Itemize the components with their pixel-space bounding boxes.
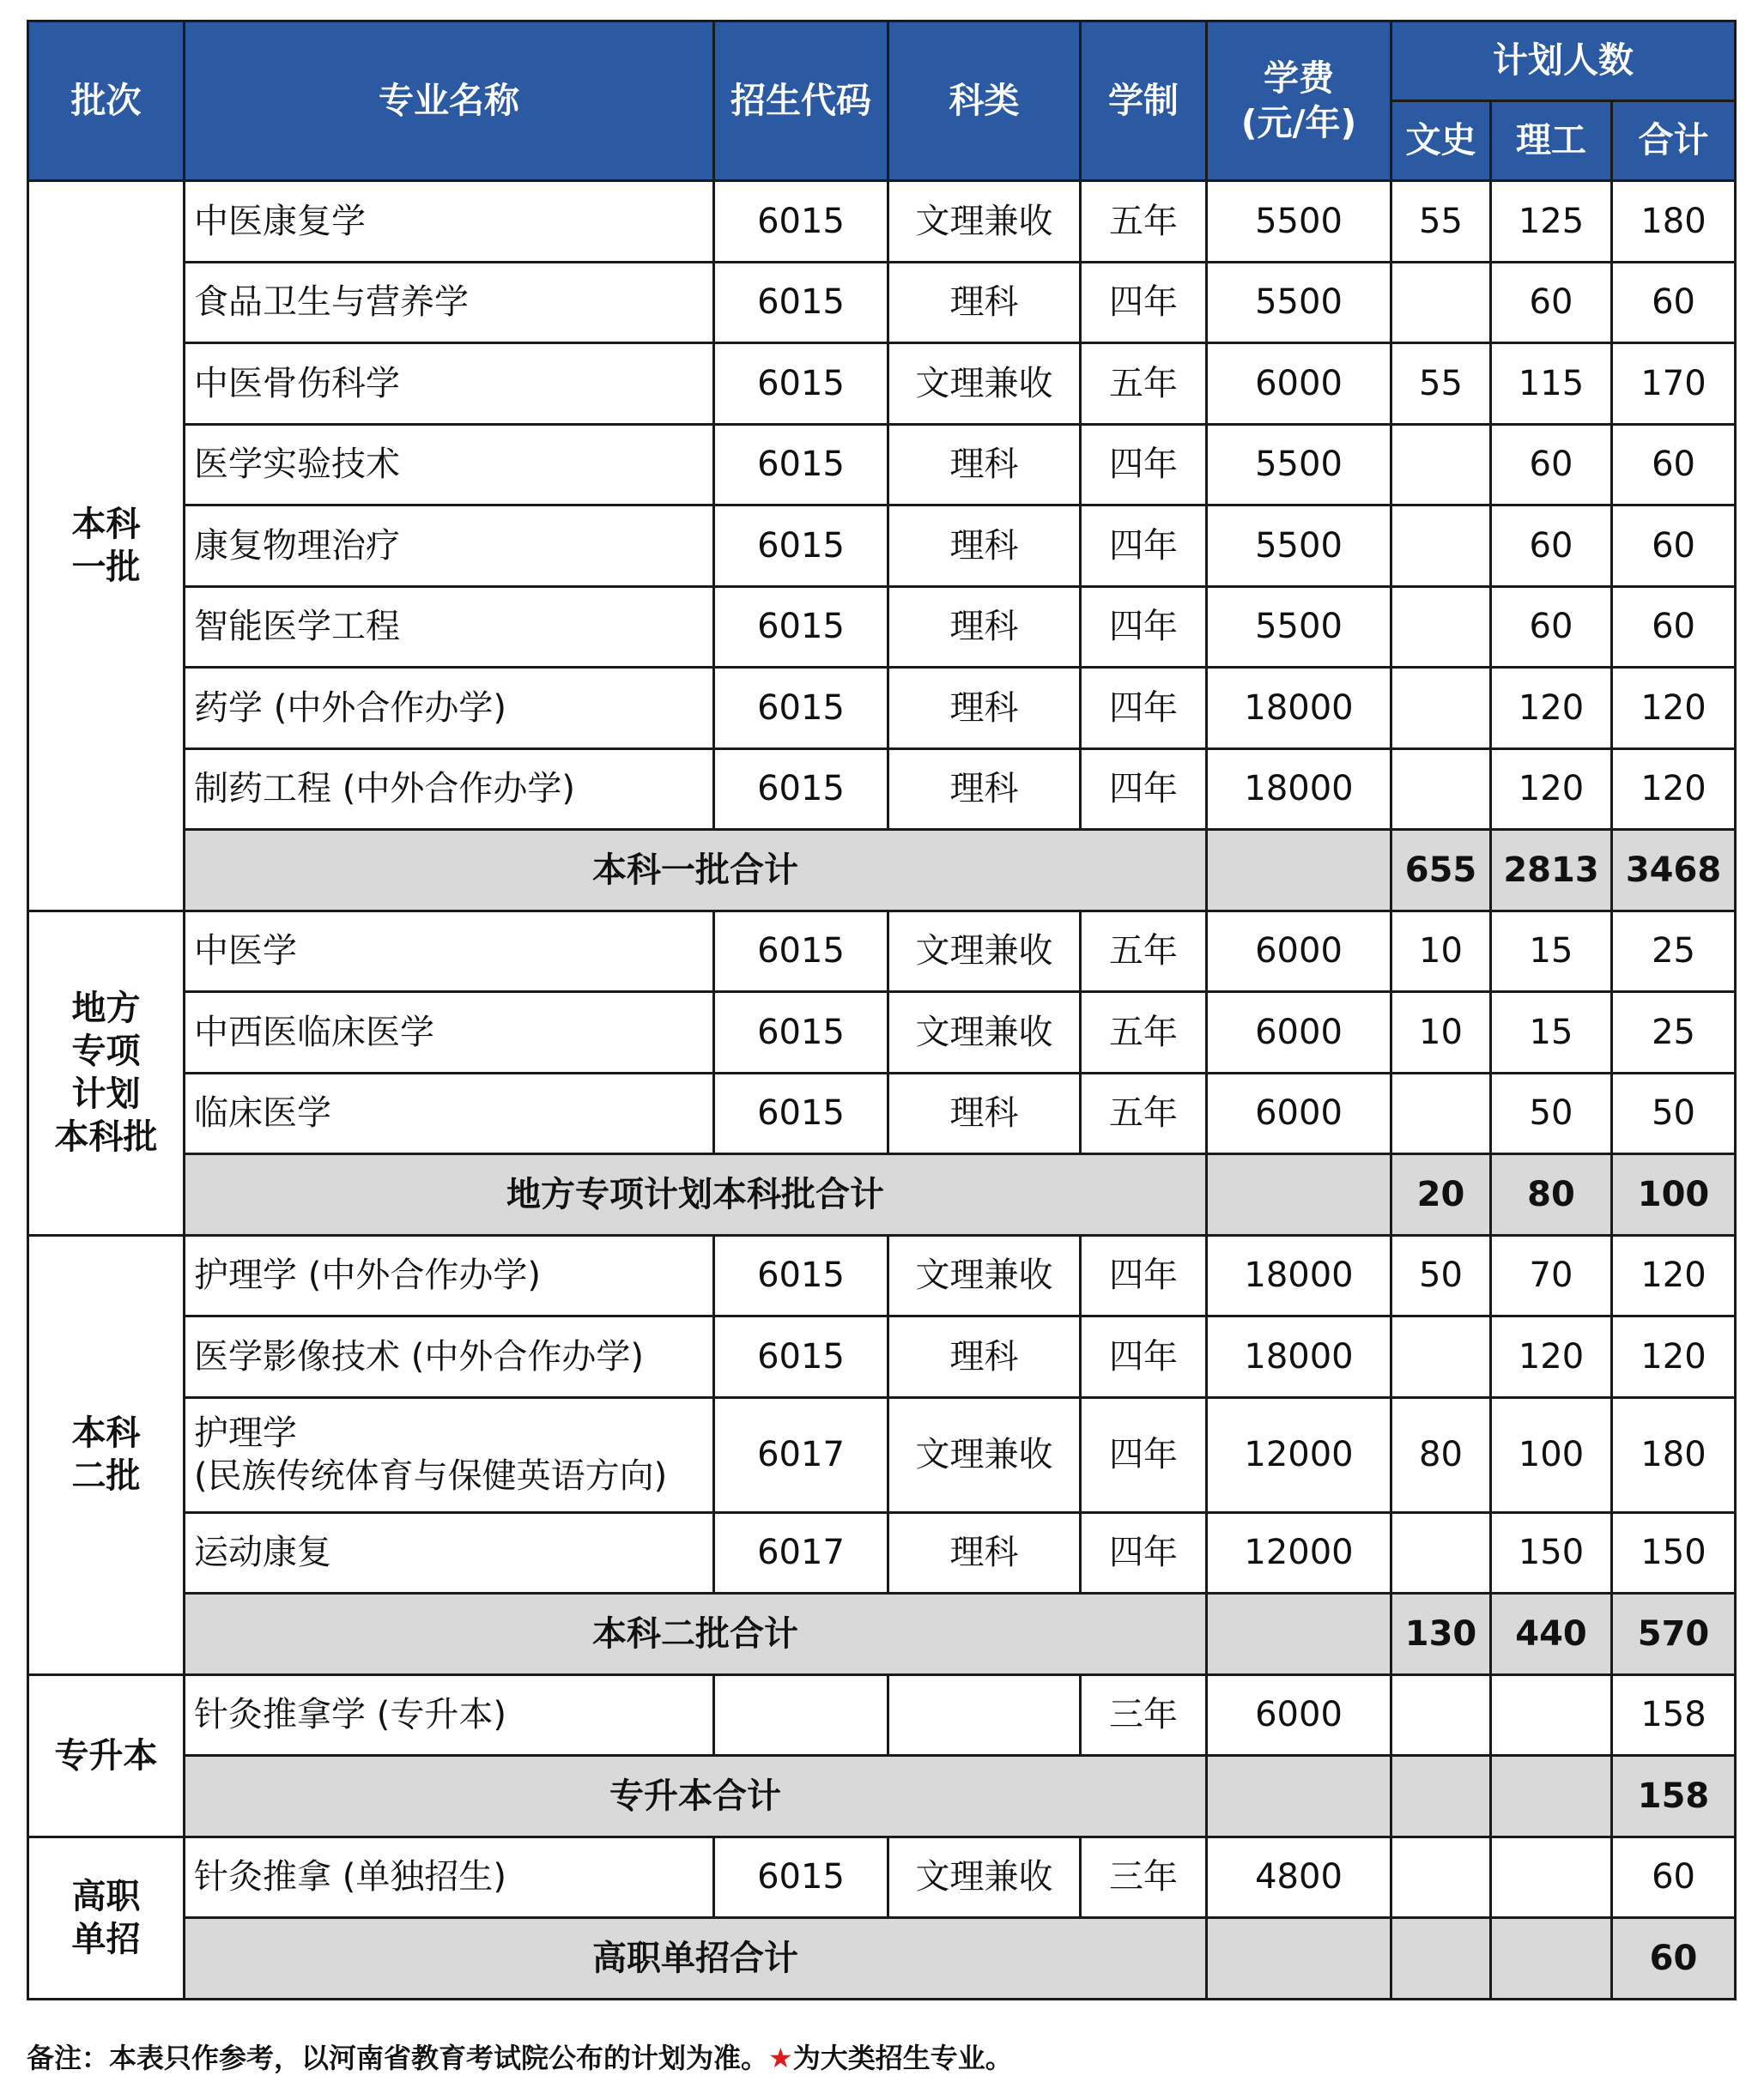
cell-fee: 5500 [1207, 505, 1391, 587]
cell-total: 60 [1612, 424, 1736, 505]
cell-years: 四年 [1081, 586, 1207, 668]
cell-sci: 115 [1491, 343, 1612, 425]
cell-total: 120 [1612, 1316, 1736, 1398]
subtotal-label: 高职单招合计 [185, 1918, 1207, 2000]
header-fee [1207, 21, 1391, 181]
cell-sci [1491, 1674, 1612, 1756]
header-total: 合计 [1612, 101, 1736, 181]
cell-years: 四年 [1081, 505, 1207, 587]
cell-subject: 理科 [888, 505, 1081, 587]
major-name: 医学实验技术 [185, 424, 714, 505]
cell-arts [1391, 668, 1491, 749]
cell-sci: 120 [1491, 748, 1612, 830]
batch-label: 本科 二批 [28, 1235, 185, 1674]
subtotal-fee-empty [1207, 1154, 1391, 1236]
cell-sci: 125 [1491, 181, 1612, 263]
major-name: 康复物理治疗 [185, 505, 714, 587]
cell-subject: 理科 [888, 424, 1081, 505]
batch-label: 地方 专项 计划 本科批 [28, 911, 185, 1235]
cell-fee: 5500 [1207, 262, 1391, 343]
cell-years: 三年 [1081, 1837, 1207, 1918]
cell-total: 180 [1612, 1397, 1736, 1512]
cell-subject: 理科 [888, 1512, 1081, 1594]
cell-arts: 55 [1391, 181, 1491, 263]
cell-years: 五年 [1081, 1073, 1207, 1154]
cell-subject: 文理兼收 [888, 181, 1081, 263]
table-row [28, 668, 1736, 749]
table-row [28, 1316, 1736, 1398]
cell-fee: 6000 [1207, 343, 1391, 425]
batch-label: 专升本 [28, 1674, 185, 1837]
cell-total: 120 [1612, 668, 1736, 749]
cell-years: 四年 [1081, 668, 1207, 749]
cell-subject: 理科 [888, 748, 1081, 830]
batch-label: 本科 一批 [28, 181, 185, 911]
cell-subject: 文理兼收 [888, 1397, 1081, 1512]
table-row [28, 1397, 1736, 1512]
cell-fee: 18000 [1207, 668, 1391, 749]
enrollment-plan-table [27, 20, 1737, 2000]
cell-code: 6015 [714, 1316, 888, 1398]
cell-subject: 文理兼收 [888, 1235, 1081, 1316]
major-name: 针灸推拿 (单独招生) [185, 1837, 714, 1918]
table-row [28, 262, 1736, 343]
cell-arts [1391, 424, 1491, 505]
subtotal-fee-empty [1207, 830, 1391, 911]
cell-arts [1391, 1674, 1491, 1756]
subtotal-fee-empty [1207, 1594, 1391, 1675]
cell-sci: 50 [1491, 1073, 1612, 1154]
cell-fee: 5500 [1207, 181, 1391, 263]
footnote [27, 2036, 1013, 2076]
table-row [28, 748, 1736, 830]
subtotal-arts: 20 [1391, 1154, 1491, 1236]
cell-years: 四年 [1081, 1235, 1207, 1316]
subtotal-total: 158 [1612, 1756, 1736, 1837]
subtotal-row [28, 1594, 1736, 1675]
header-batch: 批次 [28, 21, 185, 181]
cell-subject: 理科 [888, 1073, 1081, 1154]
cell-total: 60 [1612, 505, 1736, 587]
subtotal-fee-empty [1207, 1756, 1391, 1837]
cell-fee: 18000 [1207, 748, 1391, 830]
table-row [28, 1512, 1736, 1594]
cell-years: 四年 [1081, 748, 1207, 830]
table-row [28, 505, 1736, 587]
subtotal-row [28, 1756, 1736, 1837]
header-plan: 计划人数 [1391, 21, 1736, 101]
cell-arts [1391, 1073, 1491, 1154]
cell-years: 五年 [1081, 911, 1207, 992]
cell-total: 120 [1612, 748, 1736, 830]
footnote-text: 备注：本表只作参考，以河南省教育考试院公布的计划为准。 [27, 2042, 769, 2074]
header-major: 专业名称 [185, 21, 714, 181]
subtotal-arts [1391, 1918, 1491, 2000]
cell-sci: 60 [1491, 586, 1612, 668]
cell-code: 6015 [714, 748, 888, 830]
cell-years: 四年 [1081, 262, 1207, 343]
subtotal-label: 本科二批合计 [185, 1594, 1207, 1675]
batch-label: 高职 单招 [28, 1837, 185, 1999]
cell-subject: 理科 [888, 262, 1081, 343]
cell-arts: 10 [1391, 992, 1491, 1074]
subtotal-sci: 2813 [1491, 830, 1612, 911]
subtotal-row [28, 1918, 1736, 2000]
cell-fee: 12000 [1207, 1397, 1391, 1512]
table-body [28, 181, 1736, 2000]
cell-fee: 6000 [1207, 992, 1391, 1074]
cell-arts [1391, 586, 1491, 668]
cell-years: 四年 [1081, 424, 1207, 505]
major-name: 食品卫生与营养学 [185, 262, 714, 343]
header-fee-line2: (元/年) [1240, 101, 1357, 143]
cell-fee: 5500 [1207, 424, 1391, 505]
cell-code: 6015 [714, 1073, 888, 1154]
cell-fee: 4800 [1207, 1837, 1391, 1918]
table-row [28, 424, 1736, 505]
cell-code: 6015 [714, 343, 888, 425]
cell-code: 6015 [714, 1837, 888, 1918]
cell-total: 50 [1612, 1073, 1736, 1154]
table-row [28, 181, 1736, 263]
subtotal-fee-empty [1207, 1918, 1391, 2000]
cell-total: 25 [1612, 992, 1736, 1074]
subtotal-total: 3468 [1612, 830, 1736, 911]
major-name: 护理学 (中外合作办学) [185, 1235, 714, 1316]
footnote-text-end: 为大类招生专业。 [792, 2042, 1013, 2074]
cell-code: 6015 [714, 424, 888, 505]
cell-sci [1491, 1837, 1612, 1918]
cell-sci: 150 [1491, 1512, 1612, 1594]
cell-fee: 18000 [1207, 1316, 1391, 1398]
subtotal-label: 本科一批合计 [185, 830, 1207, 911]
major-name: 智能医学工程 [185, 586, 714, 668]
cell-arts: 80 [1391, 1397, 1491, 1512]
header-fee-line1: 学费 [1264, 57, 1334, 100]
subtotal-row [28, 830, 1736, 911]
cell-fee: 6000 [1207, 1674, 1391, 1756]
cell-code [714, 1674, 888, 1756]
header-years: 学制 [1081, 21, 1207, 181]
cell-total: 158 [1612, 1674, 1736, 1756]
major-name: 运动康复 [185, 1512, 714, 1594]
cell-subject: 文理兼收 [888, 911, 1081, 992]
cell-arts: 55 [1391, 343, 1491, 425]
cell-code: 6017 [714, 1397, 888, 1512]
subtotal-label: 地方专项计划本科批合计 [185, 1154, 1207, 1236]
cell-years: 五年 [1081, 181, 1207, 263]
cell-code: 6015 [714, 586, 888, 668]
cell-total: 170 [1612, 343, 1736, 425]
cell-years: 五年 [1081, 343, 1207, 425]
cell-code: 6015 [714, 262, 888, 343]
table-row [28, 1674, 1736, 1756]
cell-sci: 15 [1491, 911, 1612, 992]
table-header [28, 21, 1736, 181]
cell-years: 五年 [1081, 992, 1207, 1074]
cell-total: 60 [1612, 262, 1736, 343]
major-name: 中医学 [185, 911, 714, 992]
major-name: 药学 (中外合作办学) [185, 668, 714, 749]
cell-code: 6015 [714, 668, 888, 749]
cell-fee: 6000 [1207, 1073, 1391, 1154]
cell-arts [1391, 1316, 1491, 1398]
cell-years: 四年 [1081, 1397, 1207, 1512]
cell-arts: 10 [1391, 911, 1491, 992]
subtotal-label: 专升本合计 [185, 1756, 1207, 1837]
major-name: 护理学 (民族传统体育与保健英语方向) [185, 1397, 714, 1512]
cell-total: 120 [1612, 1235, 1736, 1316]
subtotal-row [28, 1154, 1736, 1236]
cell-fee: 6000 [1207, 911, 1391, 992]
major-name: 针灸推拿学 (专升本) [185, 1674, 714, 1756]
cell-sci: 120 [1491, 1316, 1612, 1398]
major-name: 中医康复学 [185, 181, 714, 263]
subtotal-arts [1391, 1756, 1491, 1837]
cell-total: 25 [1612, 911, 1736, 992]
header-code: 招生代码 [714, 21, 888, 181]
cell-subject [888, 1674, 1081, 1756]
cell-subject: 文理兼收 [888, 992, 1081, 1074]
subtotal-total: 60 [1612, 1918, 1736, 2000]
cell-years: 四年 [1081, 1316, 1207, 1398]
cell-total: 180 [1612, 181, 1736, 263]
cell-arts [1391, 262, 1491, 343]
table-row [28, 1837, 1736, 1918]
cell-arts [1391, 1837, 1491, 1918]
cell-subject: 理科 [888, 586, 1081, 668]
table-row [28, 1073, 1736, 1154]
subtotal-sci: 440 [1491, 1594, 1612, 1675]
cell-arts [1391, 1512, 1491, 1594]
cell-code: 6015 [714, 992, 888, 1074]
major-name: 中医骨伤科学 [185, 343, 714, 425]
cell-arts: 50 [1391, 1235, 1491, 1316]
cell-code: 6017 [714, 1512, 888, 1594]
table-row [28, 1235, 1736, 1316]
cell-sci: 15 [1491, 992, 1612, 1074]
subtotal-sci [1491, 1918, 1612, 2000]
cell-fee: 5500 [1207, 586, 1391, 668]
header-arts: 文史 [1391, 101, 1491, 181]
cell-arts [1391, 748, 1491, 830]
header-subject: 科类 [888, 21, 1081, 181]
cell-fee: 12000 [1207, 1512, 1391, 1594]
cell-arts [1391, 505, 1491, 587]
major-name: 制药工程 (中外合作办学) [185, 748, 714, 830]
cell-sci: 60 [1491, 262, 1612, 343]
cell-total: 150 [1612, 1512, 1736, 1594]
cell-total: 60 [1612, 1837, 1736, 1918]
cell-years: 四年 [1081, 1512, 1207, 1594]
subtotal-arts: 130 [1391, 1594, 1491, 1675]
cell-total: 60 [1612, 586, 1736, 668]
cell-fee: 18000 [1207, 1235, 1391, 1316]
major-name: 医学影像技术 (中外合作办学) [185, 1316, 714, 1398]
cell-code: 6015 [714, 911, 888, 992]
header-sci: 理工 [1491, 101, 1612, 181]
major-name: 临床医学 [185, 1073, 714, 1154]
major-name: 中西医临床医学 [185, 992, 714, 1074]
cell-code: 6015 [714, 181, 888, 263]
star-icon: ★ [768, 2042, 793, 2074]
cell-subject: 理科 [888, 668, 1081, 749]
cell-sci: 120 [1491, 668, 1612, 749]
cell-sci: 60 [1491, 505, 1612, 587]
cell-years: 三年 [1081, 1674, 1207, 1756]
subtotal-total: 570 [1612, 1594, 1736, 1675]
cell-code: 6015 [714, 1235, 888, 1316]
cell-subject: 文理兼收 [888, 343, 1081, 425]
table-row [28, 911, 1736, 992]
cell-subject: 文理兼收 [888, 1837, 1081, 1918]
cell-subject: 理科 [888, 1316, 1081, 1398]
subtotal-total: 100 [1612, 1154, 1736, 1236]
cell-sci: 60 [1491, 424, 1612, 505]
table-row [28, 992, 1736, 1074]
table-row [28, 586, 1736, 668]
cell-sci: 70 [1491, 1235, 1612, 1316]
table-row [28, 343, 1736, 425]
subtotal-sci [1491, 1756, 1612, 1837]
cell-code: 6015 [714, 505, 888, 587]
cell-sci: 100 [1491, 1397, 1612, 1512]
subtotal-sci: 80 [1491, 1154, 1612, 1236]
subtotal-arts: 655 [1391, 830, 1491, 911]
